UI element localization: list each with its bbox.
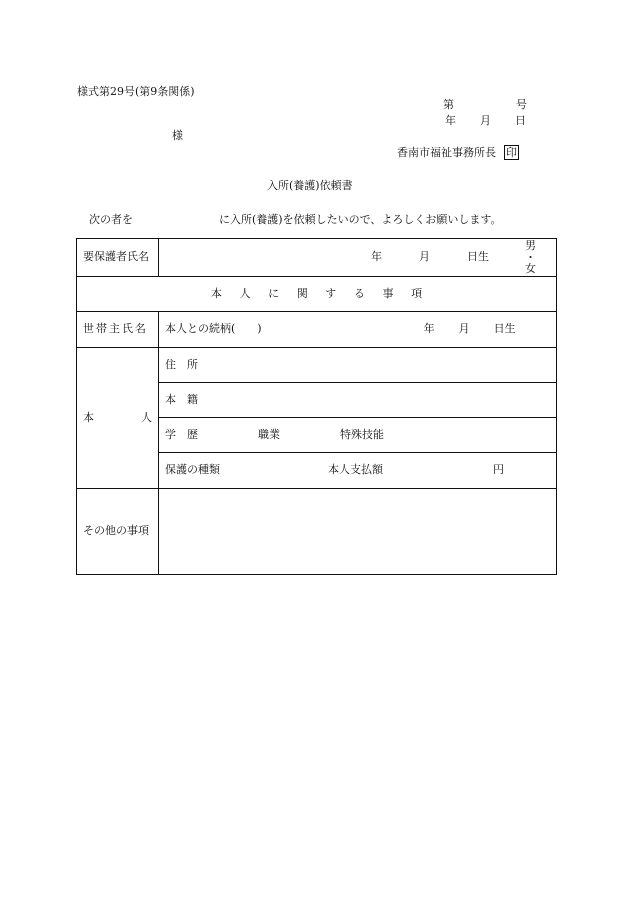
- domicile-label: 本 籍: [165, 392, 198, 406]
- payment-label: 本人支払額: [328, 463, 383, 477]
- birth-day-label: 日生: [467, 250, 489, 264]
- person-label-cell: [77, 348, 159, 489]
- number-label-dai: 第: [443, 98, 454, 111]
- addressee-sama: 様: [172, 129, 183, 142]
- date-day: 日: [515, 114, 526, 127]
- date-year: 年: [445, 114, 456, 127]
- gender-dot: ・: [525, 250, 536, 264]
- birth-year-label: 年: [371, 250, 382, 264]
- protected-name-field[interactable]: [159, 239, 557, 277]
- issuer-block: [397, 145, 519, 160]
- intro-body: に入所(養護)を依頼したいので、よろしくお願いします。: [219, 213, 502, 226]
- gender-female[interactable]: 女: [525, 262, 536, 276]
- request-form-table: [76, 238, 557, 575]
- occupation-label: 職業: [258, 427, 280, 441]
- householder-row: [77, 312, 557, 348]
- protected-name-label: 要保護者氏名: [77, 239, 159, 277]
- address-label: 住 所: [165, 357, 198, 371]
- other-field[interactable]: [159, 489, 557, 575]
- address-field[interactable]: [159, 348, 557, 383]
- person-label-hon: 本: [83, 410, 94, 424]
- form-number: 様式第29号(第9条関係): [77, 85, 195, 98]
- other-row: [77, 489, 557, 575]
- about-heading-row: [77, 277, 557, 312]
- other-label: その他の事項: [77, 489, 159, 575]
- about-heading: 本人に関する事項: [77, 277, 557, 312]
- householder-month-label: 月: [458, 322, 470, 336]
- householder-year-label: 年: [423, 322, 435, 336]
- date-month: 月: [480, 114, 491, 127]
- protection-field[interactable]: [159, 453, 557, 489]
- domicile-field[interactable]: [159, 383, 557, 418]
- protection-type-label: 保護の種類: [165, 463, 220, 477]
- document-title: 入所(養護)依頼書: [267, 179, 353, 192]
- householder-field[interactable]: [159, 312, 557, 348]
- intro-prefix: 次の者を: [89, 213, 133, 226]
- education-field[interactable]: [159, 418, 557, 453]
- relationship-label: 本人との続柄( ): [165, 322, 262, 336]
- birth-month-label: 月: [419, 250, 430, 264]
- yen-label: 円: [493, 463, 504, 477]
- gender-male[interactable]: 男: [525, 239, 536, 253]
- householder-day-label: 日生: [493, 322, 516, 336]
- skills-label: 特殊技能: [340, 427, 384, 441]
- issuer-name: 香南市福祉事務所長: [397, 146, 496, 159]
- address-row: [77, 348, 557, 383]
- number-label-go: 号: [516, 98, 527, 111]
- person-label-nin: 人: [141, 410, 152, 424]
- education-label: 学 歴: [165, 427, 198, 441]
- seal-stamp: 印: [506, 146, 517, 159]
- protected-person-row: [77, 239, 557, 277]
- gender-selector[interactable]: [525, 240, 536, 275]
- householder-label: 世帯主氏名: [77, 312, 159, 348]
